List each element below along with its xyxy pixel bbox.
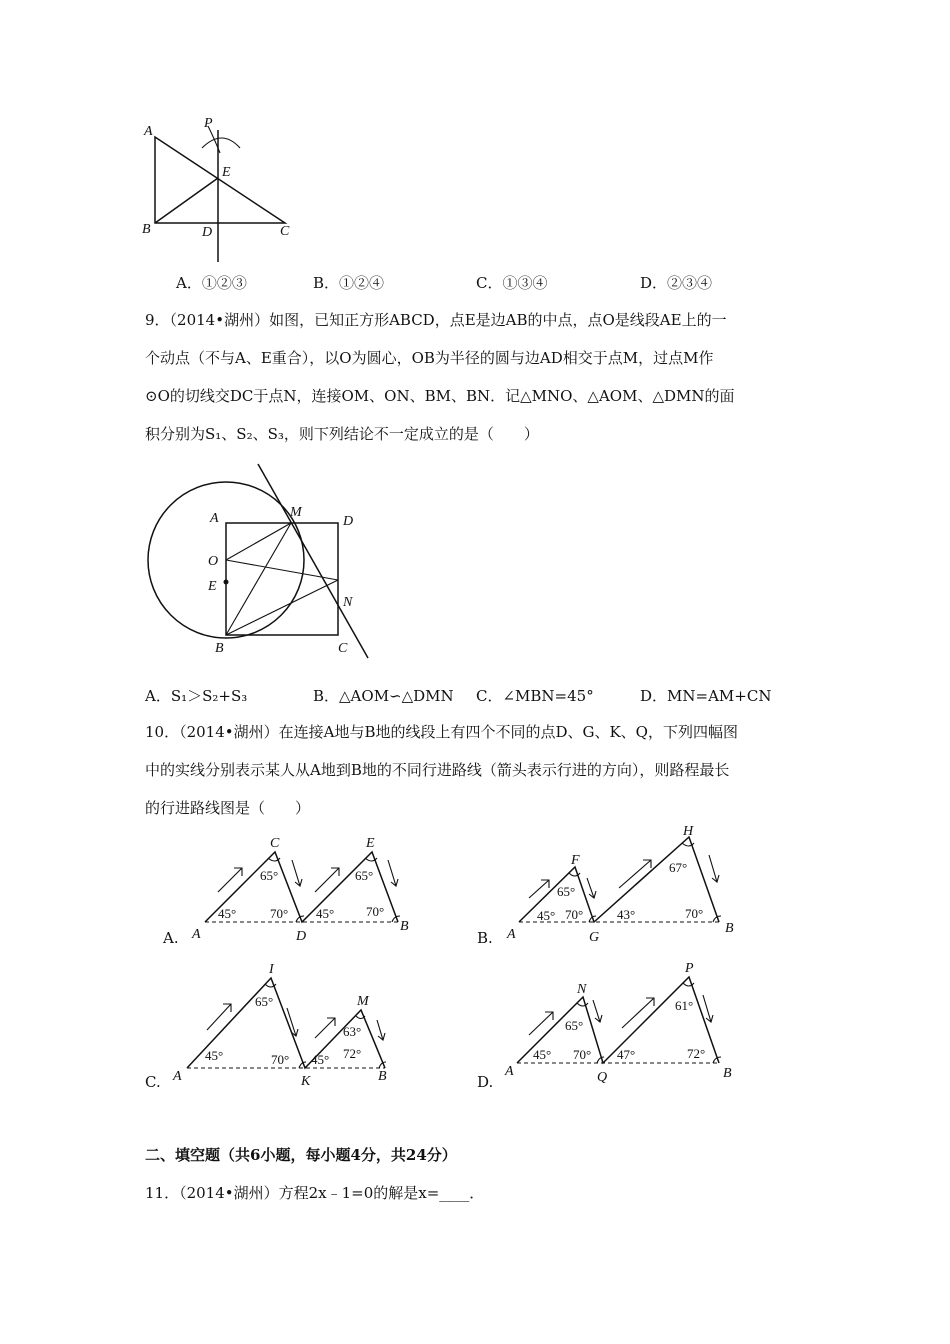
q10-b-label-g: G xyxy=(589,930,600,945)
q10-b-angle-1: 45° xyxy=(537,908,556,923)
q8-label-c: C xyxy=(280,224,290,239)
q9-option-d: D．MN=AM+CN xyxy=(640,687,772,705)
q10-a-angle-4: 45° xyxy=(316,906,335,921)
q10-b-angle-3: 70° xyxy=(565,907,584,922)
q10-d-angle-4: 47° xyxy=(617,1047,636,1062)
q10-a-label-c: C xyxy=(270,836,280,851)
q10-c-angle-5: 63° xyxy=(343,1024,362,1039)
q10-a-angle-3: 70° xyxy=(270,906,289,921)
q10-option-c-label: C. xyxy=(145,1073,161,1091)
q8-option-b: B．①②④ xyxy=(313,274,385,292)
q8-label-e: E xyxy=(222,165,231,180)
q10-b-label-f: F xyxy=(571,853,580,868)
q10-d-angle-5: 61° xyxy=(675,998,694,1013)
q10-c-label-i: I xyxy=(269,962,274,977)
q9-label-o: O xyxy=(208,554,219,569)
q10-line-2: 中的实线分别表示某人从A地到B地的不同行进路线（箭头表示行进的方向），则路程最长 xyxy=(145,761,730,779)
q10-d-label-b: B xyxy=(723,1066,732,1081)
q9-label-m: M xyxy=(290,505,302,520)
q10-c-angle-2: 65° xyxy=(255,994,274,1009)
q9-option-b: B．△AOM∽△DMN xyxy=(313,687,454,705)
q9-line-4: 积分别为S₁、S₂、S₃，则下列结论不一定成立的是（ ） xyxy=(145,425,539,443)
q11-text: 11．（2014•湖州）方程2x﹣1=0的解是x=____． xyxy=(145,1184,485,1202)
q10-c-label-a: A xyxy=(173,1069,182,1084)
q9-option-c: C．∠MBN=45° xyxy=(476,687,594,705)
q10-c-label-m: M xyxy=(357,994,369,1009)
q10-d-label-q: Q xyxy=(597,1070,608,1085)
q10-a-angle-5: 65° xyxy=(355,868,374,883)
q9-label-e: E xyxy=(208,579,217,594)
q8-label-p: P xyxy=(204,116,213,131)
q10-a-label-a: A xyxy=(192,927,201,942)
q10-figure-c xyxy=(165,958,405,1088)
q10-a-label-e: E xyxy=(366,836,375,851)
q10-d-angle-1: 45° xyxy=(533,1047,552,1062)
q10-a-angle-6: 70° xyxy=(366,904,385,919)
q10-line-1: 10．（2014•湖州）在连接A地与B地的线段上有四个不同的点D、G、K、Q，下列四幅图 xyxy=(145,723,738,741)
q10-option-d-label: D. xyxy=(477,1073,494,1091)
q10-d-angle-2: 65° xyxy=(565,1018,584,1033)
q10-b-label-b: B xyxy=(725,921,734,936)
q10-d-label-p: P xyxy=(685,961,694,976)
q10-figure-d xyxy=(497,960,757,1085)
q10-figure-b xyxy=(497,820,757,945)
q10-d-angle-6: 72° xyxy=(687,1046,706,1061)
q8-label-b: B xyxy=(142,222,151,237)
q8-figure xyxy=(130,108,310,268)
q10-b-label-h: H xyxy=(683,824,694,839)
q9-line-3: ⊙O的切线交DC于点N，连接OM、ON、BM、BN．记△MNO、△AOM、△DMN的面 xyxy=(145,387,735,405)
q10-c-label-b: B xyxy=(378,1069,387,1084)
q10-b-angle-2: 65° xyxy=(557,884,576,899)
q10-c-angle-6: 72° xyxy=(343,1046,362,1061)
q9-option-a: A．S₁＞S₂+S₃ xyxy=(145,687,248,705)
q9-figure xyxy=(130,460,390,660)
q10-line-3: 的行进路线图是（ ） xyxy=(145,799,311,817)
q10-b-angle-5: 67° xyxy=(669,860,688,875)
q9-label-n: N xyxy=(343,595,353,610)
q10-c-angle-4: 45° xyxy=(311,1052,330,1067)
q10-option-b-label: B. xyxy=(477,929,493,947)
q9-line-2: 个动点（不与A、E重合），以O为圆心，OB为半径的圆与边AD相交于点M，过点M作 xyxy=(145,349,714,367)
q10-a-angle-1: 45° xyxy=(218,906,237,921)
q10-c-angle-3: 70° xyxy=(271,1052,290,1067)
q8-label-a: A xyxy=(144,124,153,139)
q10-d-label-n: N xyxy=(577,982,587,997)
q9-label-d: D xyxy=(343,514,354,529)
q8-option-d: D．②③④ xyxy=(640,274,713,292)
q10-d-label-a: A xyxy=(505,1064,514,1079)
q10-b-angle-6: 70° xyxy=(685,906,704,921)
q10-b-angle-4: 43° xyxy=(617,907,636,922)
section-2-title: 二、填空题（共6小题，每小题4分，共24分） xyxy=(145,1146,457,1164)
q10-a-angle-2: 65° xyxy=(260,868,279,883)
q9-line-1: 9．（2014•湖州）如图，已知正方形ABCD，点E是边AB的中点，点O是线段AE上的一 xyxy=(145,311,727,329)
q9-label-b: B xyxy=(215,641,224,656)
q10-c-label-k: K xyxy=(301,1074,311,1089)
q8-option-a: A．①②③ xyxy=(176,274,247,292)
q9-label-c: C xyxy=(338,641,348,656)
q8-label-d: D xyxy=(202,225,213,240)
q10-a-label-b: B xyxy=(400,919,409,934)
q9-label-a: A xyxy=(210,511,219,526)
q8-option-c: C．①③④ xyxy=(476,274,548,292)
q10-figure-a xyxy=(180,830,420,945)
q10-a-label-d: D xyxy=(296,929,307,944)
q10-d-angle-3: 70° xyxy=(573,1047,592,1062)
q10-c-angle-1: 45° xyxy=(205,1048,224,1063)
q10-option-a-label: A. xyxy=(163,929,179,947)
q10-b-label-a: A xyxy=(507,927,516,942)
